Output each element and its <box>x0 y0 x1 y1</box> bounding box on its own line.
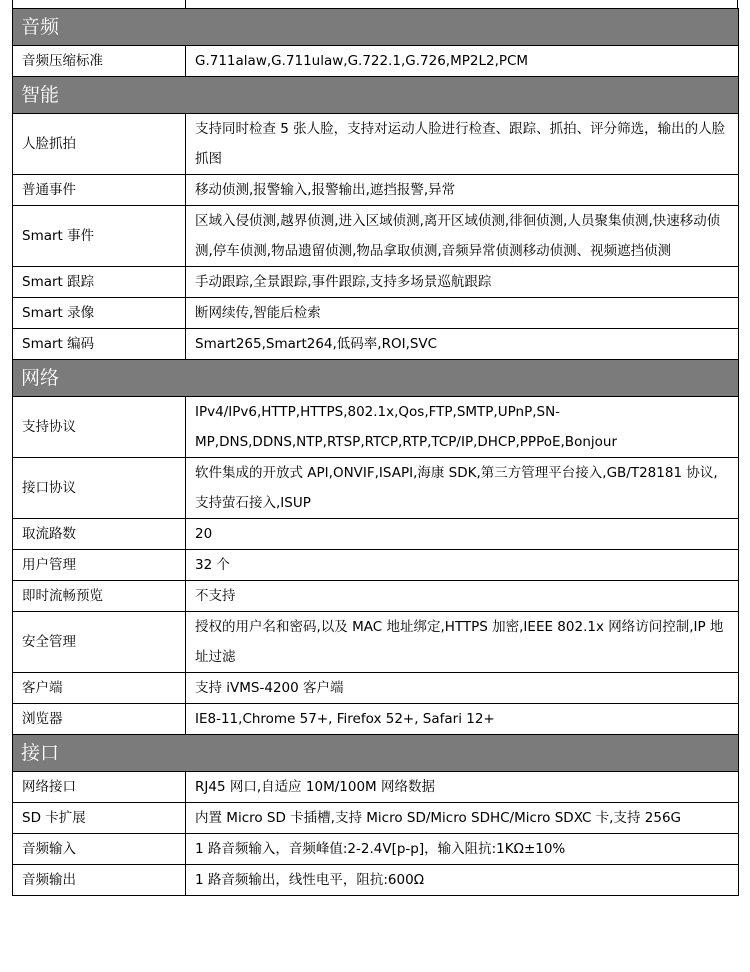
spec-row <box>13 803 739 834</box>
spec-value: 区域入侵侦测,越界侦测,进入区域侦测,离开区域侦测,徘徊侦测,人员聚集侦测,快速移动侦测,停车侦测,物品遗留侦测,物品拿取侦测,音频异常侦测移动侦测、视频遮挡侦测 <box>186 206 739 267</box>
spec-label: 音频输入 <box>13 834 186 865</box>
spec-row <box>13 519 739 550</box>
spec-label: 浏览器 <box>13 704 186 735</box>
spec-row <box>13 175 739 206</box>
spec-value: IPv4/IPv6,HTTP,HTTPS,802.1x,Qos,FTP,SMTP,UPnP,SN-MP,DNS,DDNS,NTP,RTSP,RTCP,RTP,TCP/IP,DHCP,PPPoE,Bonjour <box>186 397 739 458</box>
spec-row <box>13 206 739 267</box>
spec-value: 移动侦测,报警输入,报警输出,遮挡报警,异常 <box>186 175 739 206</box>
spec-row <box>13 834 739 865</box>
spec-row <box>13 704 739 735</box>
section-header-interface: 接口 <box>13 735 739 772</box>
spec-label: 即时流畅预览 <box>13 581 186 612</box>
spec-value: 内置 Micro SD 卡插槽,支持 Micro SD/Micro SDHC/Micro SDXC 卡,支持 256G <box>186 803 739 834</box>
spec-label: 接口协议 <box>13 458 186 519</box>
spec-label: 客户端 <box>13 673 186 704</box>
spec-value: 1 路音频输入，音频峰值:2-2.4V[p-p]，输入阻抗:1KΩ±10% <box>186 834 739 865</box>
spec-value: 32 个 <box>186 550 739 581</box>
spec-sheet <box>12 0 738 896</box>
spec-value: IE8-11,Chrome 57+, Firefox 52+, Safari 12+ <box>186 704 739 735</box>
spec-row <box>13 581 739 612</box>
spec-value: 支持同时检查 5 张人脸，支持对运动人脸进行检查、跟踪、抓拍、评分筛选，输出的人脸抓图 <box>186 114 739 175</box>
spec-row <box>13 46 739 77</box>
spec-value: 断网续传,智能后检索 <box>186 298 739 329</box>
spec-label: 音频压缩标准 <box>13 46 186 77</box>
spec-value: 支持 iVMS-4200 客户端 <box>186 673 739 704</box>
spec-value: 软件集成的开放式 API,ONVIF,ISAPI,海康 SDK,第三方管理平台接入,GB/T28181 协议,支持萤石接入,ISUP <box>186 458 739 519</box>
spec-row <box>13 673 739 704</box>
spec-row <box>13 267 739 298</box>
spec-value: 不支持 <box>186 581 739 612</box>
spec-label: Smart 事件 <box>13 206 186 267</box>
spec-label: 安全管理 <box>13 612 186 673</box>
spec-value: 20 <box>186 519 739 550</box>
spec-row <box>13 772 739 803</box>
spec-row <box>13 865 739 896</box>
spec-value: G.711alaw,G.711ulaw,G.722.1,G.726,MP2L2,PCM <box>186 46 739 77</box>
spec-value: 1 路音频输出，线性电平，阻抗:600Ω <box>186 865 739 896</box>
spec-label: 普通事件 <box>13 175 186 206</box>
spec-value: Smart265,Smart264,低码率,ROI,SVC <box>186 329 739 360</box>
spec-label: Smart 编码 <box>13 329 186 360</box>
previous-table-edge <box>12 0 738 8</box>
spec-row <box>13 612 739 673</box>
spec-row <box>13 114 739 175</box>
spec-table <box>12 8 739 896</box>
section-header-audio: 音频 <box>13 9 739 46</box>
spec-label: 音频输出 <box>13 865 186 896</box>
section-header-smart: 智能 <box>13 77 739 114</box>
spec-label: 取流路数 <box>13 519 186 550</box>
spec-label: 支持协议 <box>13 397 186 458</box>
spec-label: 用户管理 <box>13 550 186 581</box>
spec-label: Smart 录像 <box>13 298 186 329</box>
spec-value: 手动跟踪,全景跟踪,事件跟踪,支持多场景巡航跟踪 <box>186 267 739 298</box>
spec-row <box>13 329 739 360</box>
spec-value: RJ45 网口,自适应 10M/100M 网络数据 <box>186 772 739 803</box>
spec-label: Smart 跟踪 <box>13 267 186 298</box>
spec-row <box>13 397 739 458</box>
spec-label: SD 卡扩展 <box>13 803 186 834</box>
spec-row <box>13 550 739 581</box>
section-header-network: 网络 <box>13 360 739 397</box>
spec-value: 授权的用户名和密码,以及 MAC 地址绑定,HTTPS 加密,IEEE 802.1x 网络访问控制,IP 地址过滤 <box>186 612 739 673</box>
spec-label: 网络接口 <box>13 772 186 803</box>
spec-row <box>13 298 739 329</box>
spec-row <box>13 458 739 519</box>
spec-label: 人脸抓拍 <box>13 114 186 175</box>
